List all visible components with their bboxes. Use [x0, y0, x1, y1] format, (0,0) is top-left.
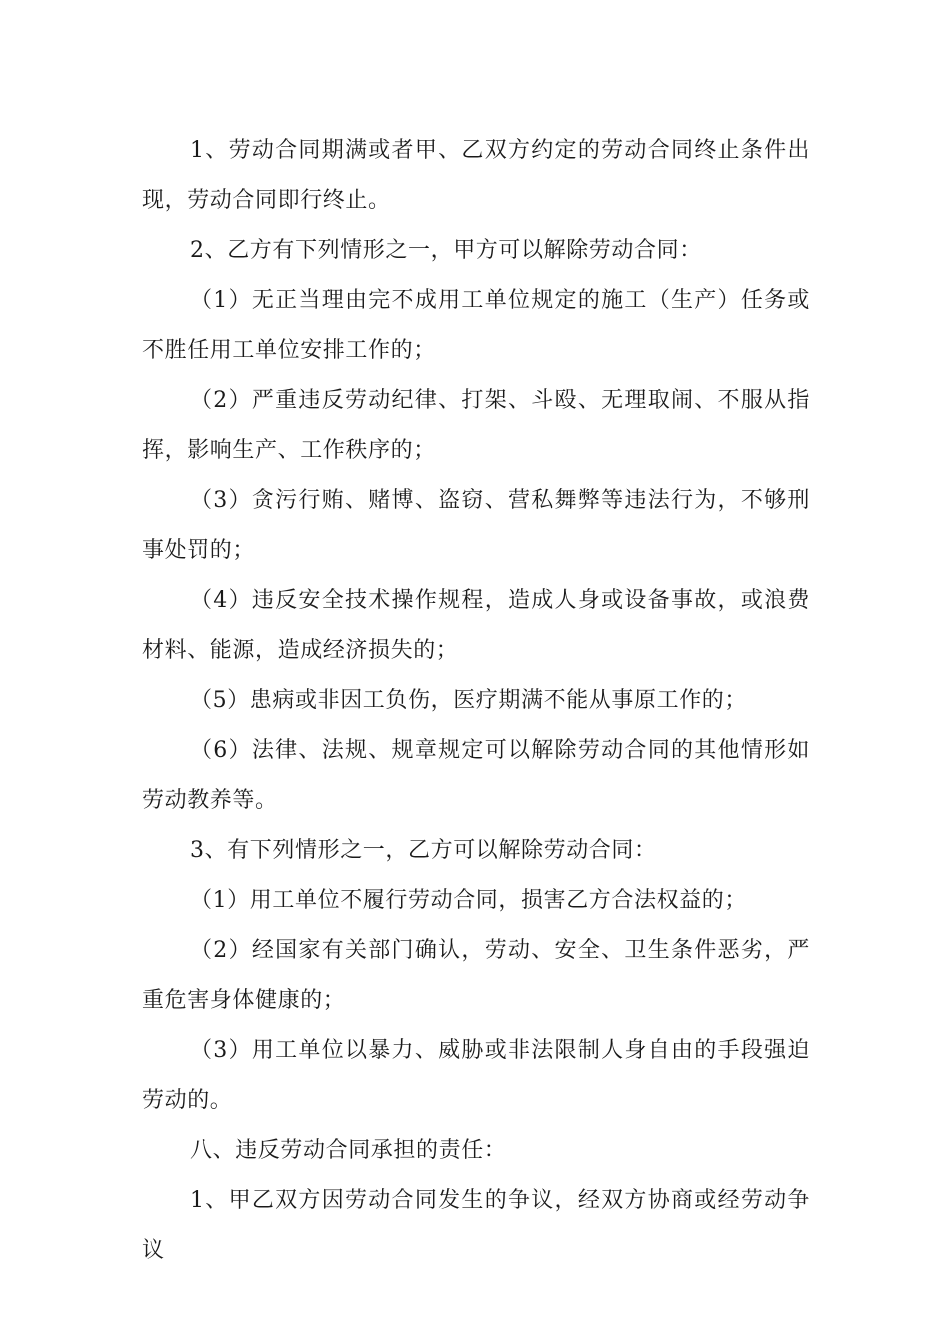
paragraph-dispute-resolution: 1、甲乙双方因劳动合同发生的争议，经双方协商或经劳动争议 [142, 1188, 810, 1263]
paragraph-employer-termination-heading: 2、乙方有下列情形之一，甲方可以解除劳动合同： [190, 238, 702, 263]
paragraph-employer-termination-item-4: （4）违反安全技术操作规程，造成人身或设备事故，或浪费材料、能源，造成经济损失的； [142, 588, 810, 663]
paragraph-employer-termination-item-1: （1）无正当理由完不成用工单位规定的施工（生产）任务或不胜任用工单位安排工作的； [142, 288, 810, 363]
paragraph-contract-termination: 1、劳动合同期满或者甲、乙双方约定的劳动合同终止条件出现，劳动合同即行终止。 [142, 138, 810, 213]
paragraph-employer-termination-item-6: （6）法律、法规、规章规定可以解除劳动合同的其他情形如劳动教养等。 [142, 738, 810, 813]
paragraph-employer-termination-item-3: （3）贪污行贿、赌博、盗窃、营私舞弊等违法行为，不够刑事处罚的； [142, 488, 810, 563]
paragraph-employee-termination-item-3: （3）用工单位以暴力、威胁或非法限制人身自由的手段强迫劳动的。 [142, 1038, 810, 1113]
paragraph-employer-termination-item-5: （5）患病或非因工负伤，医疗期满不能从事原工作的； [190, 688, 747, 713]
paragraph-employee-termination-item-2: （2）经国家有关部门确认，劳动、安全、卫生条件恶劣，严重危害身体健康的； [142, 938, 810, 1013]
document-body [142, 126, 810, 1276]
paragraph-employee-termination-heading: 3、有下列情形之一，乙方可以解除劳动合同： [190, 838, 657, 863]
paragraph-employer-termination-item-2: （2）严重违反劳动纪律、打架、斗殴、无理取闹、不服从指挥，影响生产、工作秩序的； [142, 388, 810, 463]
section-heading-liability: 八、违反劳动合同承担的责任： [190, 1138, 507, 1163]
paragraph-employee-termination-item-1: （1）用工单位不履行劳动合同，损害乙方合法权益的； [190, 888, 747, 913]
